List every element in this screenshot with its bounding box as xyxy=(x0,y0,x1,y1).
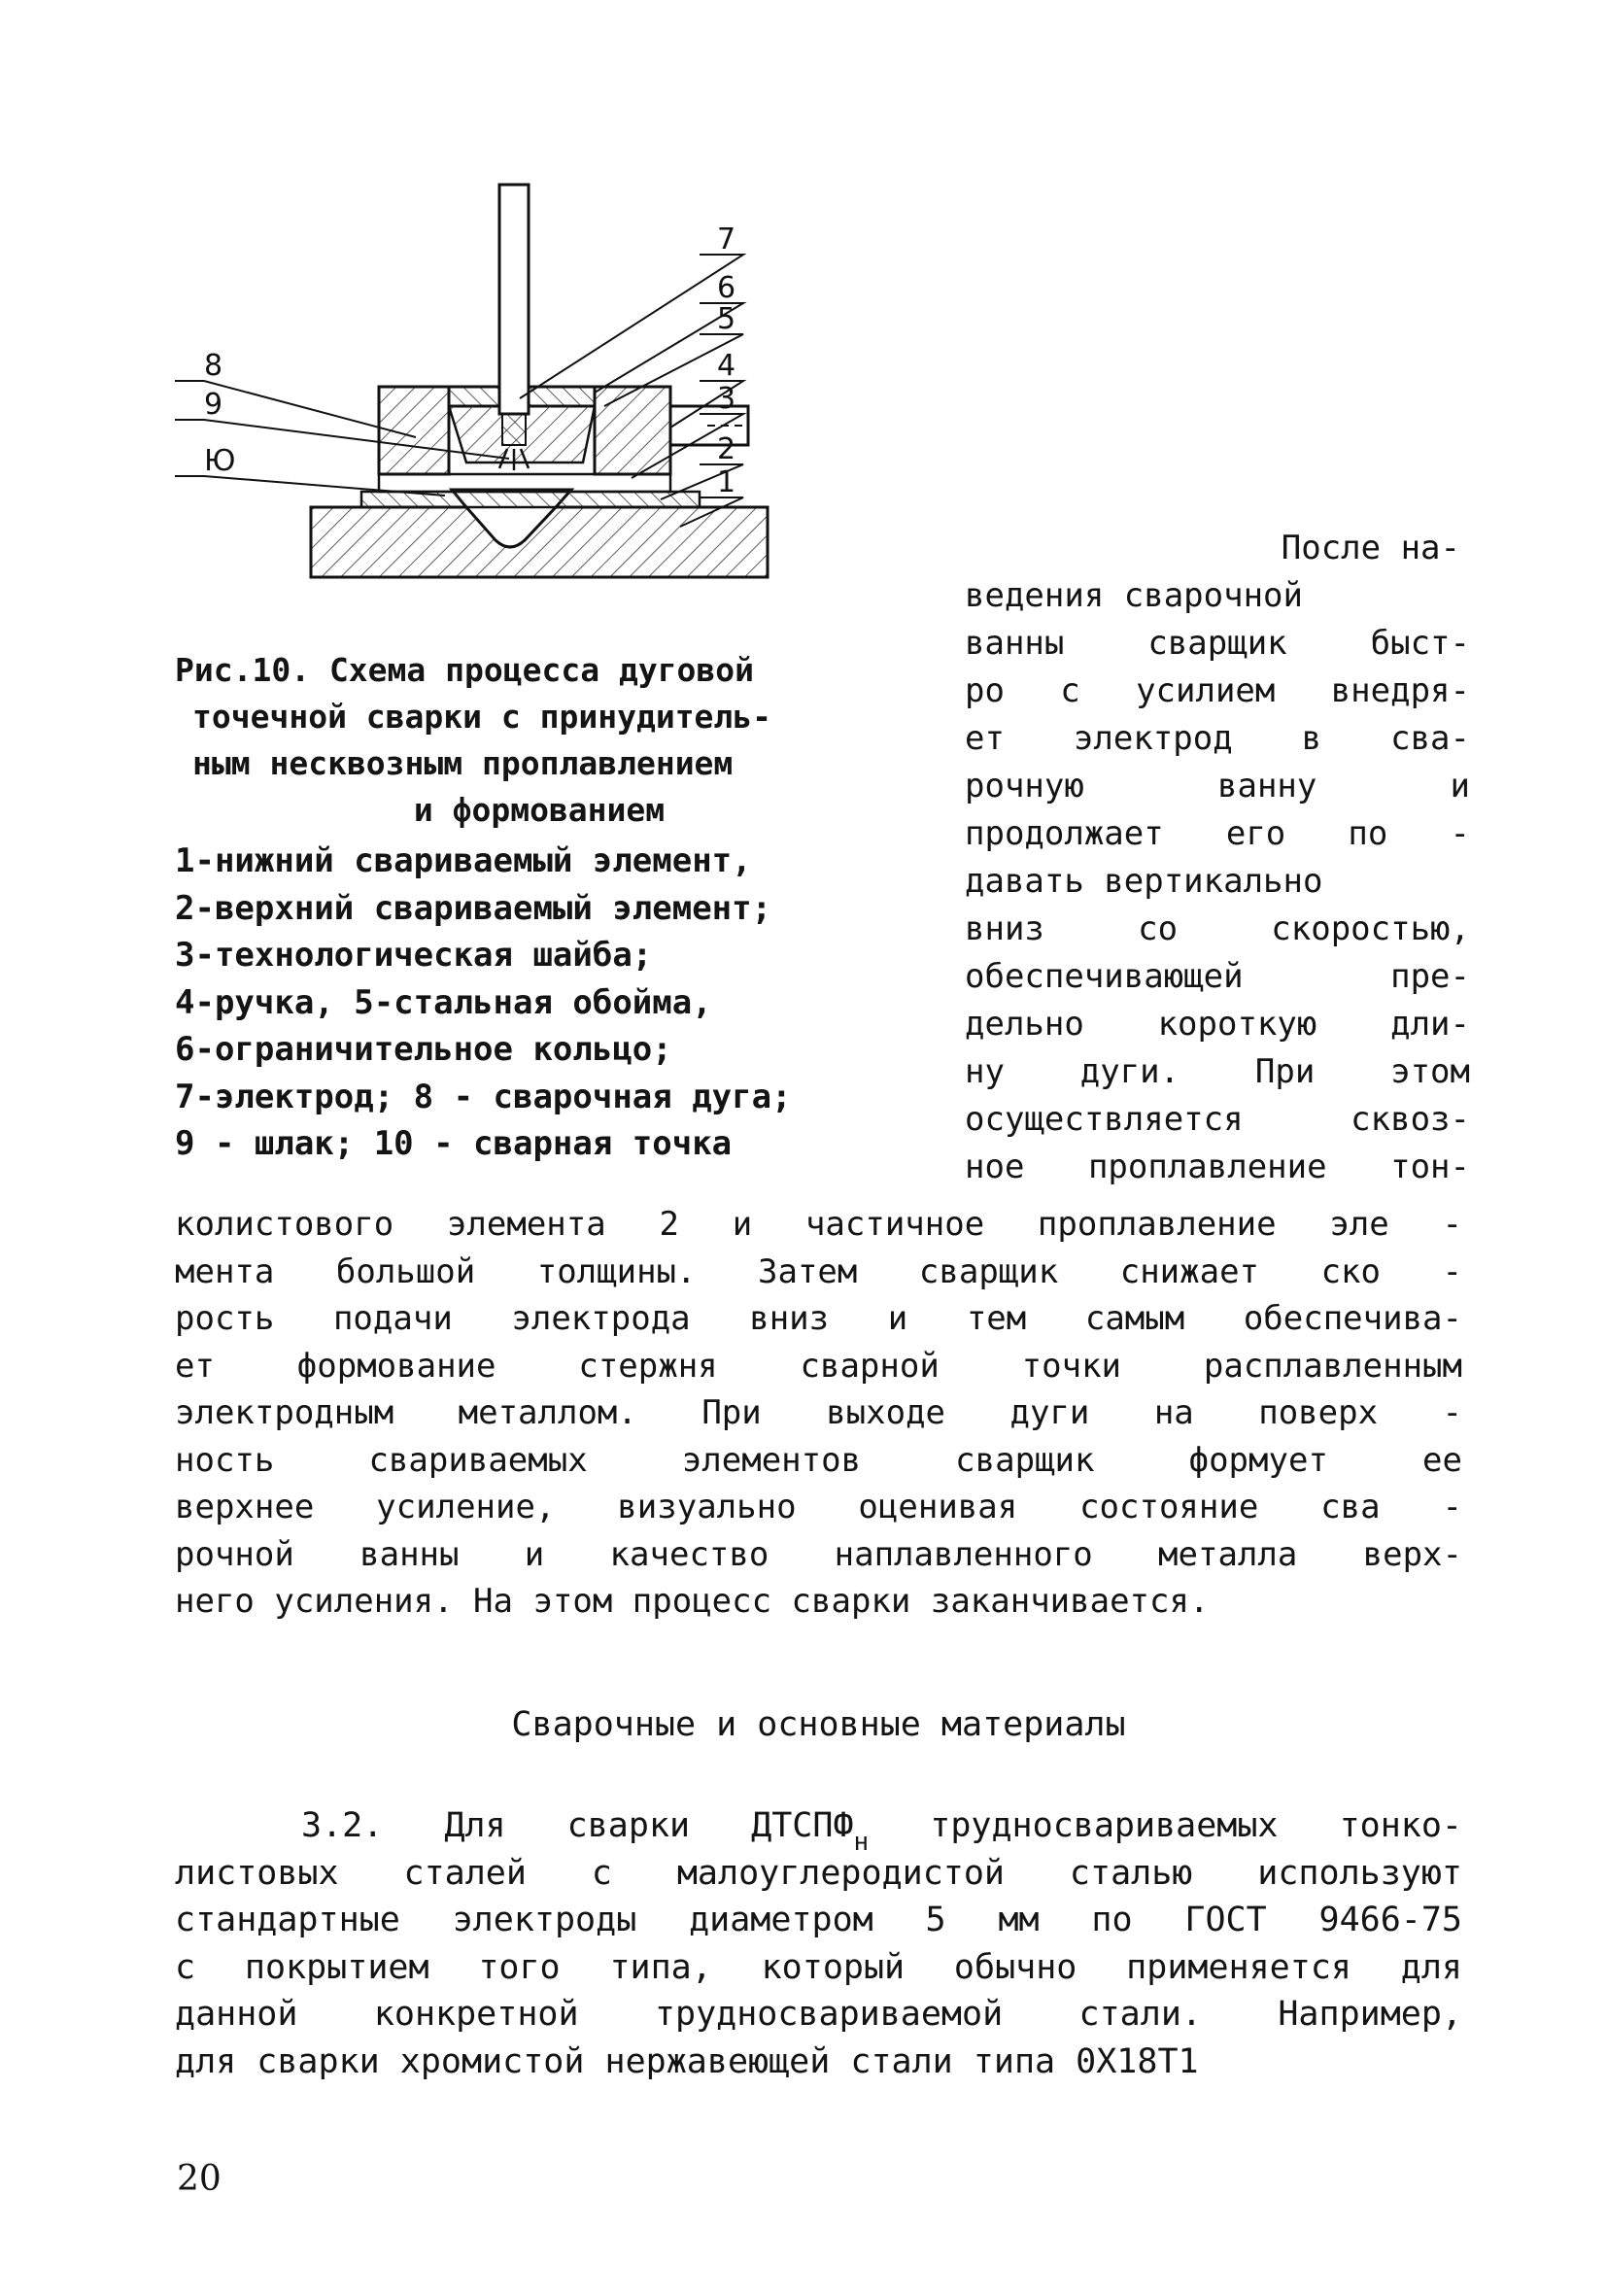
text-line: ет формование стержня сварной точки расплавленным xyxy=(175,1346,1462,1386)
text-line: мента большой толщины. Затем сварщик снижает ско - xyxy=(175,1251,1462,1291)
text-line: данной конкретной трудносвариваемой стали. Например, xyxy=(175,1995,1462,2034)
text-line: ное проплавление тон- xyxy=(965,1148,1470,1186)
text-line: стандартные электроды диаметром 5 мм по ГОСТ 9466-75 xyxy=(175,1901,1462,1939)
upper-element-2 xyxy=(361,492,700,507)
label-4: 4 xyxy=(717,349,736,383)
text-line: вниз со скоростью, xyxy=(965,909,1470,948)
label-10: Ю xyxy=(204,444,236,478)
welding-scheme-drawing xyxy=(175,165,894,593)
text-line: него усиления. На этом процесс сварки заканчивается. xyxy=(175,1582,1210,1621)
page-number: 20 xyxy=(177,2159,222,2199)
text-line: для сварки хромистой нержавеющей стали типа 0Х18Т1 xyxy=(175,2041,1199,2081)
body-text xyxy=(175,1201,1462,1626)
label-3: 3 xyxy=(717,382,736,416)
text-line: электродным металлом. При выходе дуги на поверх - xyxy=(175,1393,1462,1432)
text-line: рочной ванны и качество наплавленного металла верх- xyxy=(175,1534,1462,1574)
figure-caption xyxy=(175,647,933,834)
subscript: н xyxy=(853,1828,870,1857)
caption-line: Рис.10. Схема процесса дуговой xyxy=(175,651,755,689)
text-line: обеспечивающей пре- xyxy=(965,957,1470,996)
legend-item: 6-ограничительное кольцо; xyxy=(175,1030,672,1069)
paragraph-3-2 xyxy=(175,1802,1462,2085)
text-line: ну дуги. При этом xyxy=(965,1052,1470,1091)
label-7: 7 xyxy=(717,223,736,257)
text-line: После на- xyxy=(1281,529,1460,567)
text-line: с покрытием того типа, который обычно применяется для xyxy=(175,1947,1462,1987)
text-line: ет электрод в сва- xyxy=(965,719,1470,758)
text-span: 3.2. Для сварки ДТСПФ xyxy=(301,1806,854,1845)
text-line: ность свариваемых элементов сварщик формует ее xyxy=(175,1440,1462,1480)
text-line: ро с усилием внедря- xyxy=(965,671,1470,710)
section-heading: Сварочные и основные материалы xyxy=(511,1705,1126,1744)
label-8: 8 xyxy=(204,349,223,383)
label-1: 1 xyxy=(717,465,736,499)
text-line: дельно короткую дли- xyxy=(965,1005,1470,1044)
legend-item: 1-нижний свариваемый элемент, xyxy=(175,841,752,880)
figure-10-welding-scheme xyxy=(175,165,894,593)
caption-line: ным несквозным проплавлением xyxy=(192,744,734,782)
side-column-text xyxy=(965,525,1470,1191)
text-line: ванны сварщик быст- xyxy=(965,624,1470,663)
label-2: 2 xyxy=(717,432,736,466)
text-line: продолжает его по - xyxy=(965,814,1470,853)
label-9: 9 xyxy=(204,388,223,422)
text-line: колистового элемента 2 и частичное проплавление эле - xyxy=(175,1205,1462,1244)
text-line: давать вертикально xyxy=(965,862,1323,901)
caption-line: точечной сварки с принудитель- xyxy=(192,698,772,736)
legend-item: 4-ручка, 5-стальная обойма, xyxy=(175,982,712,1022)
text-line: ведения сварочной xyxy=(965,576,1303,615)
legend-item: 7-электрод; 8 - сварочная дуга; xyxy=(175,1077,792,1116)
legend-item: 2-верхний свариваемый элемент; xyxy=(175,888,772,928)
text-line: верхнее усиление, визуально оценивая состояние сва - xyxy=(175,1488,1462,1526)
label-5: 5 xyxy=(717,302,736,336)
label-6: 6 xyxy=(717,271,736,305)
text-line: листовых сталей с малоуглеродистой сталью используют xyxy=(175,1853,1462,1893)
text-span: трудносвариваемых тонко- xyxy=(869,1806,1462,1845)
text-line: рочную ванну и xyxy=(965,767,1470,805)
legend-item: 9 - шлак; 10 - сварная точка xyxy=(175,1124,733,1163)
electrode-7 xyxy=(499,185,529,414)
figure-legend xyxy=(175,838,933,1168)
paragraph-first-line xyxy=(175,1802,1462,1857)
text-line: осуществляется сквоз- xyxy=(965,1100,1470,1139)
legend-item: 3-технологическая шайба; xyxy=(175,936,653,975)
steel-holder-right xyxy=(595,387,670,474)
text-line: рость подачи электрода вниз и тем самым обеспечива- xyxy=(175,1299,1462,1338)
caption-line: и формованием xyxy=(413,791,666,829)
